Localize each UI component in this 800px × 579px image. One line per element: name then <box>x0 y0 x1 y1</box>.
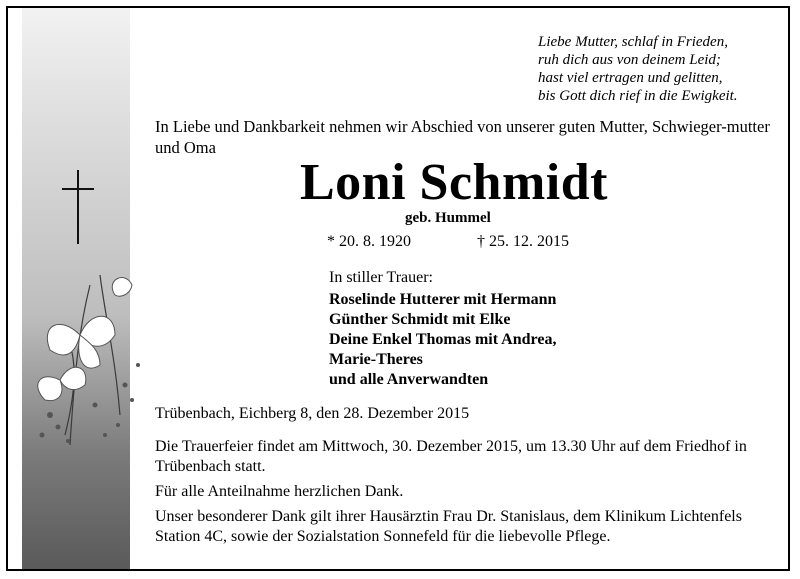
mourner-name: Roselinde Hutterer mit Hermann <box>329 291 557 308</box>
life-dates <box>327 232 569 252</box>
mourners-list <box>329 290 556 390</box>
death-date: † 25. 12. 2015 <box>477 233 569 250</box>
thanks-text: Für alle Anteilnahme herzlichen Dank. <box>155 483 404 500</box>
funeral-info: Die Trauerfeier findet am Mittwoch, 30. Dezember 2015, um 13.30 Uhr auf dem Friedhof in Trübenbach statt. <box>155 438 747 475</box>
mourner-name: und alle Anverwandten <box>329 371 489 388</box>
mourner-name: Deine Enkel Thomas mit Andrea, <box>329 331 557 348</box>
place-date: Trübenbach, Eichberg 8, den 28. Dezember 2015 <box>155 405 470 422</box>
mourner-name: Günther Schmidt mit Elke <box>329 311 511 328</box>
intro-text: In Liebe und Dankbarkeit nehmen wir Abschied von unserer guten Mutter, Schwieger-mutter und Oma <box>155 117 770 157</box>
mourning-label: In stiller Trauer: <box>329 269 433 286</box>
poem-line: hast viel ertragen und gelitten, <box>538 70 723 86</box>
poem <box>538 33 778 105</box>
poem-line: bis Gott dich rief in die Ewigkeit. <box>538 88 738 104</box>
birth-date: * 20. 8. 1920 <box>327 233 411 250</box>
special-thanks: Unser besonderer Dank gilt ihrer Hausärztin Frau Dr. Stanislaus, dem Klinikum Lichtenfels Station 4C, sowie der Sozialstation Sonnefeld für die liebevolle Pflege. <box>155 508 742 545</box>
poem-line: Liebe Mutter, schlaf in Frieden, <box>538 34 728 50</box>
birth-name: geb. Hummel <box>405 210 491 226</box>
cross-icon <box>62 170 94 244</box>
deceased-name: Loni Schmidt <box>300 154 608 211</box>
poem-line: ruh dich aus von deinem Leid; <box>538 52 721 68</box>
mourner-name: Marie-Theres <box>329 351 423 368</box>
lily-flowers-icon <box>20 265 160 455</box>
